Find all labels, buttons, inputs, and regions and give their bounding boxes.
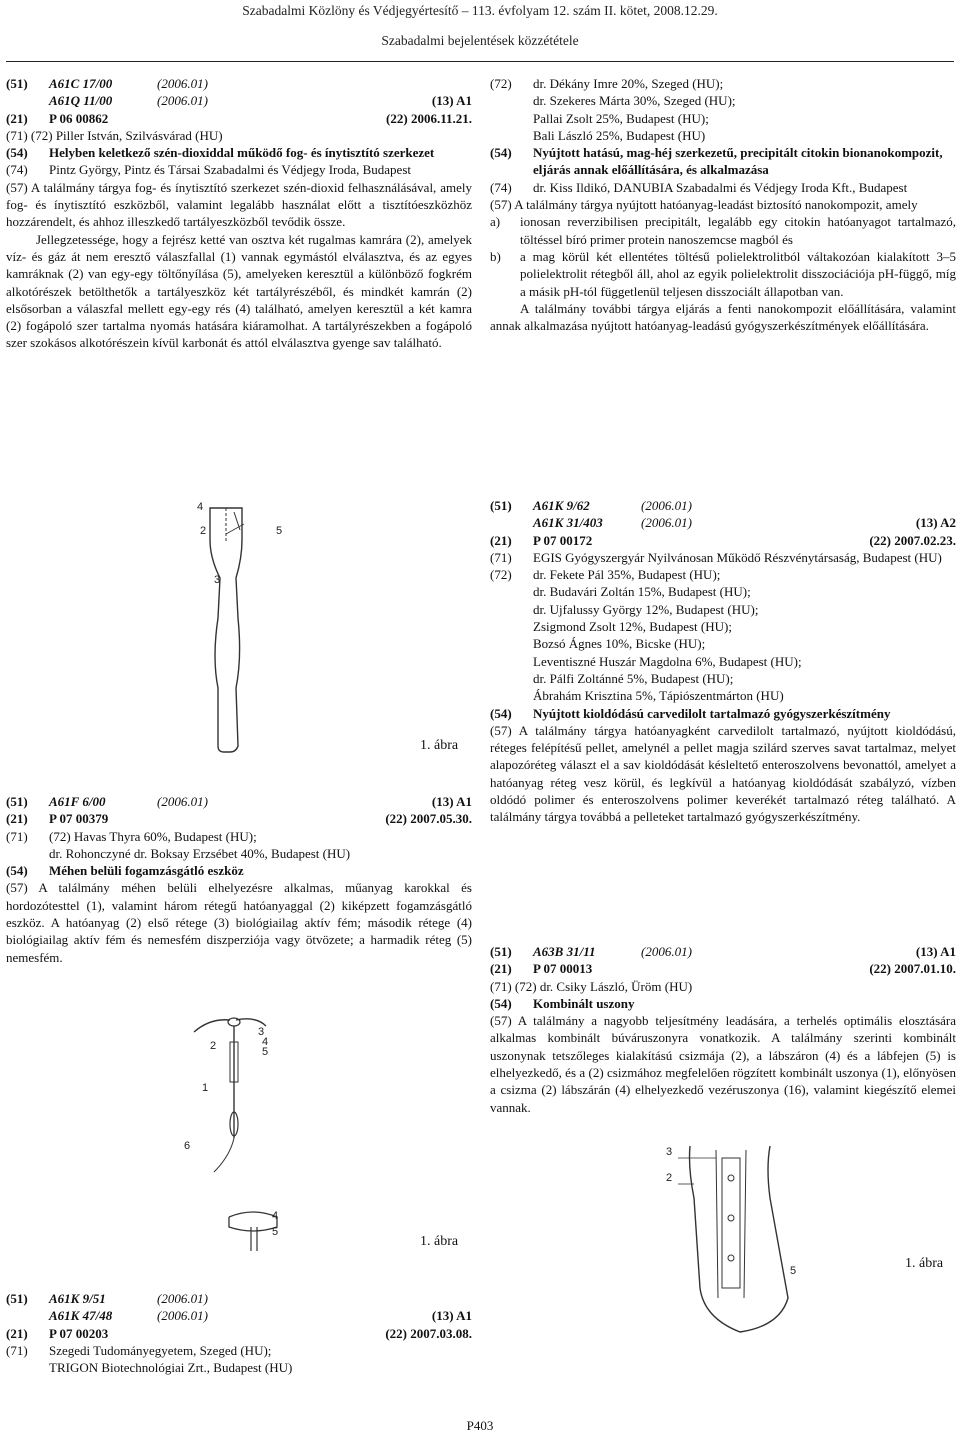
kind-code: (13) A1 <box>431 93 472 109</box>
abstract: (57) A találmány tárgya hatóanyagként carvedilolt tartalmazó, nyújtott kioldódású, réteges felépítésű pellet, amelynél a pellet magja szilárd szerves savat tartalmaz, melyet alapozóréteg választ el a sav kioldódását késleltető enteroszolvens bevonattól, amelyet a hatóanyag réteg vesz körül, és legkívül a hatóanyag kioldódását szabályzó, vízben oldódó polimer és enteroszolvens polimer keverékét tartalmazó réteg található. A találmány tárgya továbbá a pelleteket tartalmazó gyógyszerkészítmény. <box>490 722 956 825</box>
kind-code: (13) A1 <box>431 794 472 809</box>
patent-title: Kombinált uszony <box>533 995 635 1011</box>
abstract: (57) A találmány tárgya fog- és ínytisztító szerkezet szén-dioxid felhasználásával, amely fog- és ínytisztító eszközből, valamint legalább használat előtt a tisztítóeszközhöz hozzárendelt, és ahhoz illeszkedő tartályeszközből tevődik össze. <box>6 179 472 230</box>
fin-figure <box>670 1138 810 1338</box>
application-number: P 07 00379 <box>49 811 109 827</box>
code-54: (54) <box>490 995 512 1011</box>
agent: Pintz György, Pintz és Társai Szabadalmi és Védjegy Iroda, Budapest <box>49 162 412 178</box>
inventor: dr. Szekeres Márta 30%, Szeged (HU); <box>533 93 736 109</box>
inventor: Bozsó Ágnes 10%, Bicske (HU); <box>533 636 706 652</box>
ipc-version: (2006.01) <box>157 76 208 91</box>
kind-code: (13) A2 <box>915 515 956 531</box>
ipc-class: A61K 31/403 <box>533 515 603 531</box>
application-number: P 07 00013 <box>533 961 593 977</box>
code-54: (54) <box>6 863 28 879</box>
code-51: (51) <box>6 794 28 809</box>
applicant: Szegedi Tudományegyetem, Szeged (HU); <box>49 1342 272 1358</box>
application-number: P 07 00172 <box>533 532 593 548</box>
code-71: (71) <box>490 549 512 565</box>
abstract: (57) A találmány tárgya nyújtott hatóanyag-leadást biztosító nanokompozit, amely <box>490 197 918 213</box>
patent-title: Méhen belüli fogamzásgátló eszköz <box>49 863 244 879</box>
figure-label: 2 <box>200 525 207 537</box>
entry-a61k-951-continued <box>490 75 956 334</box>
filing-date: (22) 2006.11.21. <box>386 110 472 126</box>
ipc-class: A61C 17/00 <box>49 76 113 91</box>
inventor: Leventiszné Huszár Magdolna 6%, Budapest (HU); <box>533 653 802 669</box>
figure-label: 3 <box>214 574 221 586</box>
patent-title: Nyújtott kioldódású carvedilolt tartalmazó gyógyszerkészítmény <box>533 705 891 721</box>
entry-a61f <box>6 793 472 966</box>
application-number: P 06 00862 <box>49 110 109 126</box>
ipc-version: (2006.01) <box>157 1308 208 1324</box>
figure-label: 2 <box>210 1040 217 1052</box>
list-item: ionosan reverzibilisen precipitált, legalább egy citokin hatóanyagot tartalmazó, töltéssel bíró primer protein nanoszemcse magból és <box>520 214 956 247</box>
ipc-class: A61Q 11/00 <box>49 93 113 109</box>
kind-code: (13) A1 <box>431 1308 472 1324</box>
inventor: (72) Havas Thyra 60%, Budapest (HU); <box>49 828 257 844</box>
list-marker: b) <box>490 248 501 264</box>
code-51: (51) <box>6 1291 28 1306</box>
iud-figure <box>180 1012 290 1182</box>
figure-label: 5 <box>276 525 283 537</box>
ipc-version: (2006.01) <box>641 515 692 531</box>
abstract-continued: A találmány további tárgya eljárás a fenti nanokompozit előállítására, valamint annak alkalmazása nyújtott hatóanyag-leadású gyógyszerkészítmények előállítására. <box>490 300 956 334</box>
ipc-version: (2006.01) <box>641 498 692 513</box>
patent-title: Helyben keletkező szén-dioxiddal működő fog- és ínytisztító szerkezet <box>49 145 435 161</box>
code-21: (21) <box>490 532 512 548</box>
filing-date: (22) 2007.01.10. <box>869 961 956 977</box>
code-72: (72) <box>490 567 512 583</box>
inventor: dr. Rohonczyné dr. Boksay Erzsébet 40%, Budapest (HU) <box>49 845 351 861</box>
ipc-version: (2006.01) <box>157 93 208 109</box>
figure-label: 4 <box>272 1210 279 1222</box>
section-header: Szabadalmi bejelentések közzététele <box>381 33 579 48</box>
code-21: (21) <box>6 811 28 827</box>
page-number: P403 <box>466 1418 494 1433</box>
code-74: (74) <box>490 179 512 195</box>
filing-date: (22) 2007.02.23. <box>869 532 956 548</box>
code-71: (71) <box>6 1342 28 1358</box>
filing-date: (22) 2007.03.08. <box>385 1325 472 1341</box>
abstract-continued: Jellegzetessége, hogy a fejrész ketté van osztva két rugalmas kamrára (2), amelyek víz- és gáz át nem eresztő válaszfallal (1) vannak egymástól elválasztva, és az egyes kamráknak (2) van egy-egy töltőnyílása (5), amelyeken keresztül a különböző fogkrém alkotórészek betölthetők a tartályeszköz két tartályrészéből, és mindkét kamrán (2) elsősorban a válaszfal mellett egy-egy rés (4) található, amelyen keresztül a két kamra (2) fogápoló szer tartalma nyomás hatására kiáramolhat. A tartályrészekben a fogápoló szer szokásos alkotórészein kívül karbonát és attól elválasztva gyenge sav található. <box>6 231 472 351</box>
abstract: (57) A találmány a nagyobb teljesítmény leadására, a terhelés optimális elosztására alkalmas kombinált búváruszonyra vonatkozik. A találmány szerinti kombinált uszonynak tetszőleges kialakítású csizmája (2), a lábszáron (4) és a lábfejen (5) is elhelyezkedő, és a (2) csizmához megfelelően rögzített kombinált uszonya (1), előnyösen a csizma (2) lábszárán (4) elhelyezkedő vezéruszonya (16), valamint kiegészítő elemei vannak. <box>490 1013 956 1115</box>
ipc-class: A61K 9/62 <box>533 498 590 513</box>
code-21: (21) <box>6 110 28 126</box>
figure-label: 3 <box>258 1026 265 1038</box>
entry-a63b <box>490 943 956 1116</box>
inventor: Zsigmond Zsolt 12%, Budapest (HU); <box>533 619 732 635</box>
toothbrush-figure <box>180 498 300 758</box>
code-72: (72) <box>490 76 512 91</box>
ipc-class: A61K 9/51 <box>49 1291 106 1306</box>
code-51: (51) <box>6 76 28 91</box>
figure-caption: 1. ábra <box>905 1256 944 1271</box>
filing-date: (22) 2007.05.30. <box>385 811 472 827</box>
inventor: Pallai Zsolt 25%, Budapest (HU); <box>533 110 709 126</box>
code-54: (54) <box>490 705 512 721</box>
inventor: (71) (72) dr. Csiky László, Üröm (HU) <box>490 978 693 994</box>
figure-caption: 1. ábra <box>420 1234 459 1249</box>
inventor: dr. Fekete Pál 35%, Budapest (HU); <box>533 567 721 583</box>
journal-header: Szabadalmi Közlöny és Védjegyértesítő – 113. évfolyam 12. szám II. kötet, 2008.12.29. <box>242 3 718 18</box>
figure-label: 2 <box>666 1172 673 1184</box>
figure-label: 5 <box>272 1226 279 1238</box>
code-71: (71) <box>6 828 28 844</box>
figure-label: 3 <box>666 1146 673 1158</box>
inventor: Ábrahám Krisztina 5%, Tápiószentmárton (HU) <box>533 688 784 704</box>
code-74: (74) <box>6 162 28 178</box>
header-rule <box>6 61 954 62</box>
applicant: EGIS Gyógyszergyár Nyilvánosan Működő Részvénytársaság, Budapest (HU) <box>533 549 942 565</box>
figure-caption: 1. ábra <box>420 738 459 753</box>
figure-label: 4 <box>197 501 204 513</box>
ipc-class: A61K 47/48 <box>49 1308 113 1324</box>
application-number: P 07 00203 <box>49 1325 109 1341</box>
code-54: (54) <box>490 145 512 161</box>
ipc-class: A63B 31/11 <box>533 944 596 959</box>
ipc-class: A61F 6/00 <box>49 794 106 809</box>
entry-a61k-962 <box>490 497 956 826</box>
patent-title: Nyújtott hatású, mag-héj szerkezetű, precipitált citokin bionanokompozit, eljárás annak előállítására, és alkalmazása <box>533 145 943 178</box>
list-marker: a) <box>490 214 501 230</box>
ipc-version: (2006.01) <box>157 1291 208 1306</box>
inventor: Bali László 25%, Budapest (HU) <box>533 127 706 143</box>
applicant: TRIGON Biotechnológiai Zrt., Budapest (HU) <box>49 1360 293 1376</box>
entry-a61k-951 <box>6 1290 472 1376</box>
code-21: (21) <box>6 1325 28 1341</box>
inventor: (71) (72) Piller István, Szilvásvárad (HU) <box>6 127 223 143</box>
entry-a61c <box>6 75 472 352</box>
code-51: (51) <box>490 944 512 959</box>
figure-label: 1 <box>202 1082 209 1094</box>
list-item: a mag körül két ellentétes töltésű polielektrolitból váltakozóan kialakított 3–5 polielektrolit rétegből áll, ahol az egyik polielektrolit disszociációja pH-függő, míg a másik pH-tól függetlenül teljesen disszociált állapotban van. <box>520 248 956 299</box>
inventor: dr. Ujfalussy György 12%, Budapest (HU); <box>533 601 759 617</box>
figure-label: 5 <box>262 1046 269 1058</box>
ipc-version: (2006.01) <box>641 944 692 959</box>
abstract: (57) A találmány méhen belüli elhelyezésre alkalmas, műanyag karokkal és hordozótesttel (1), valamint három rétegű hatóanyaggal (2) kiképzett fogamzásgátló eszköz. A hatóanyag (2) első rétege (3) biológiailag aktív fém; második rétege (4) biológiailag aktív fém és nemesfém diszperziója vagy ötvözete; a harmadik réteg (5) nemesfém. <box>6 880 472 965</box>
figure-label: 6 <box>184 1140 191 1152</box>
agent: dr. Kiss Ildikó, DANUBIA Szabadalmi és Védjegy Iroda Kft., Budapest <box>533 179 908 195</box>
figure-label: 4 <box>262 1036 269 1048</box>
inventor: dr. Pálfi Zoltánné 5%, Budapest (HU); <box>533 670 734 686</box>
inventor: dr. Budavári Zoltán 15%, Budapest (HU); <box>533 584 751 600</box>
kind-code: (13) A1 <box>915 944 956 959</box>
code-51: (51) <box>490 498 512 513</box>
figure-label: 5 <box>790 1265 797 1277</box>
inventor: dr. Dékány Imre 20%, Szeged (HU); <box>533 76 724 91</box>
code-54: (54) <box>6 145 28 161</box>
ipc-version: (2006.01) <box>157 794 208 809</box>
code-21: (21) <box>490 961 512 977</box>
